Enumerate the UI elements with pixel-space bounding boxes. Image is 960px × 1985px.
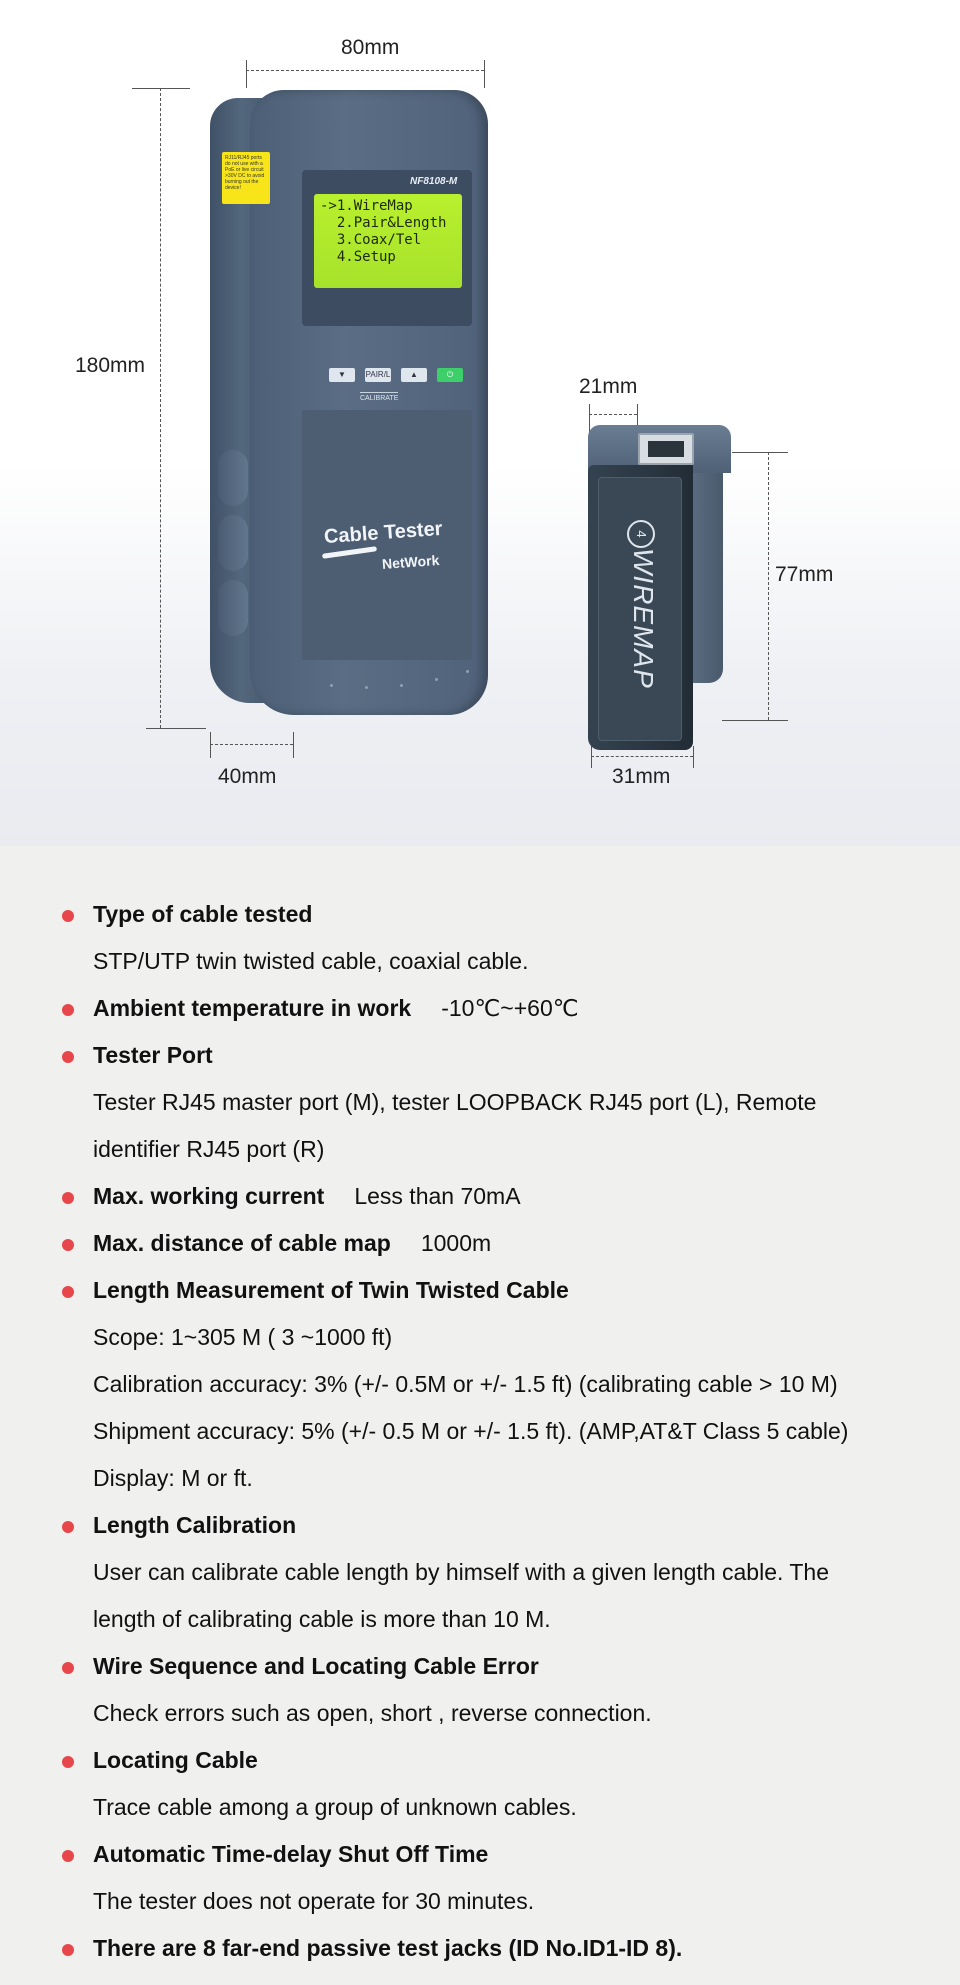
pair-length-key: PAIR/L	[365, 368, 391, 382]
spec-bullet	[62, 1850, 74, 1862]
spec-value: Less than 70mA	[354, 1183, 521, 1209]
spec-title	[93, 1512, 296, 1539]
spec-bullet	[62, 910, 74, 922]
spec-detail: The tester does not operate for 30 minutes.	[93, 1888, 535, 1914]
spec-title	[93, 1277, 569, 1304]
spec-bullet	[62, 1051, 74, 1063]
power-key: ⏻	[437, 368, 463, 382]
warning-sticker: RJ11/RJ45 ports do not use with a PoE or live circuit >30V DC to avoid burning out the device!	[222, 152, 270, 204]
brand-subtitle: NetWork	[381, 552, 440, 572]
spec-title-text: Automatic Time-delay Shut Off Time	[93, 1841, 489, 1867]
remote-identifier	[588, 425, 738, 750]
lcd-line: 3.Coax/Tel	[320, 232, 422, 248]
lcd-line: 4.Setup	[320, 249, 396, 265]
spec-title	[93, 1747, 258, 1774]
spec-value: -10℃~+60℃	[441, 995, 579, 1021]
remote-face	[598, 477, 682, 741]
product-photo	[0, 0, 960, 846]
spec-title-text: Ambient temperature in work	[93, 995, 412, 1021]
spec-bullet	[62, 1756, 74, 1768]
dim-height-left: 180mm	[75, 354, 146, 377]
spec-bullet	[62, 1662, 74, 1674]
dim-remote-height: 77mm	[775, 563, 834, 586]
dim-line-remote-top	[589, 414, 637, 415]
spec-title-text: Length Calibration	[93, 1512, 297, 1538]
spec-detail: STP/UTP twin twisted cable, coaxial cable.	[93, 948, 529, 974]
lcd-line: ->1.WireMap	[320, 198, 413, 214]
remote-side	[691, 453, 723, 683]
spec-bullet	[62, 1004, 74, 1016]
dim-line-bottom	[210, 744, 293, 745]
spec-detail: Scope: 1~305 M ( 3 ~1000 ft)	[93, 1324, 393, 1350]
remote-body	[588, 465, 693, 750]
spec-detail: length of calibrating cable is more than 10 M.	[93, 1606, 551, 1632]
rj45-port	[638, 433, 694, 465]
dim-remote-width-top: 21mm	[579, 375, 638, 398]
spec-detail: Check errors such as open, short , reverse connection.	[93, 1700, 652, 1726]
spec-bullet	[62, 1192, 74, 1204]
spec-title-text: Type of cable tested	[93, 901, 313, 927]
spec-bullet	[62, 1286, 74, 1298]
spec-detail: Calibration accuracy: 3% (+/- 0.5M or +/- 1.5 ft) (calibrating cable > 10 M)	[93, 1371, 838, 1397]
spec-title-text: Locating Cable	[93, 1747, 258, 1773]
lcd-display	[314, 194, 462, 288]
front-panel	[302, 410, 472, 660]
spec-title-text: Max. working current	[93, 1183, 325, 1209]
spec-bullet	[62, 1239, 74, 1251]
dim-depth-bottom: 40mm	[218, 765, 277, 788]
spec-title	[93, 1183, 521, 1210]
spec-detail: Tester RJ45 master port (M), tester LOOPBACK RJ45 port (L), Remote	[93, 1089, 817, 1115]
calibrate-label: CALIBRATE	[360, 392, 398, 402]
remote-label: WIREMAP	[628, 548, 659, 689]
spec-title-text: Tester Port	[93, 1042, 213, 1068]
spec-value: 1000m	[420, 1230, 492, 1256]
dim-line-remote-bottom	[591, 756, 693, 757]
brand-title: Cable Tester	[323, 517, 444, 549]
spec-title	[93, 1935, 682, 1962]
dim-width-top: 80mm	[341, 36, 400, 59]
spec-detail: Shipment accuracy: 5% (+/- 0.5 M or +/- 1.5 ft). (AMP,AT&T Class 5 cable)	[93, 1418, 849, 1444]
down-key: ▼	[329, 368, 355, 382]
spec-list	[0, 846, 960, 1985]
spec-title-text: There are 8 far-end passive test jacks (ID No.ID1-ID 8).	[93, 1935, 683, 1961]
dim-line-top	[246, 70, 484, 71]
spec-title	[93, 1841, 488, 1868]
dim-remote-width-bottom: 31mm	[612, 765, 671, 788]
spec-title-text: Wire Sequence and Locating Cable Error	[93, 1653, 539, 1679]
spec-detail: identifier RJ45 port (R)	[93, 1136, 325, 1162]
spec-detail: User can calibrate cable length by himself with a given length cable. The	[93, 1559, 829, 1585]
spec-bullet	[62, 1521, 74, 1533]
spec-detail: Display: M or ft.	[93, 1465, 253, 1491]
spec-title-text: Length Measurement of Twin Twisted Cable	[93, 1277, 569, 1303]
spec-title	[93, 1230, 491, 1257]
spec-detail: Trace cable among a group of unknown cables.	[93, 1794, 577, 1820]
spec-title-text: Max. distance of cable map	[93, 1230, 391, 1256]
dim-line-left	[160, 88, 161, 728]
keypad	[315, 368, 475, 386]
up-key: ▲	[401, 368, 427, 382]
spec-title	[93, 1042, 213, 1069]
lcd-line: 2.Pair&Length	[320, 215, 447, 231]
remote-number: 4	[627, 520, 655, 548]
cable-tester-device	[210, 90, 485, 715]
spec-bullet	[62, 1944, 74, 1956]
dim-line-remote-right	[768, 452, 769, 720]
spec-title	[93, 901, 312, 928]
spec-title	[93, 995, 579, 1022]
spec-title	[93, 1653, 539, 1680]
screen-frame	[302, 170, 472, 326]
model-number: NF8108-M	[410, 176, 458, 187]
